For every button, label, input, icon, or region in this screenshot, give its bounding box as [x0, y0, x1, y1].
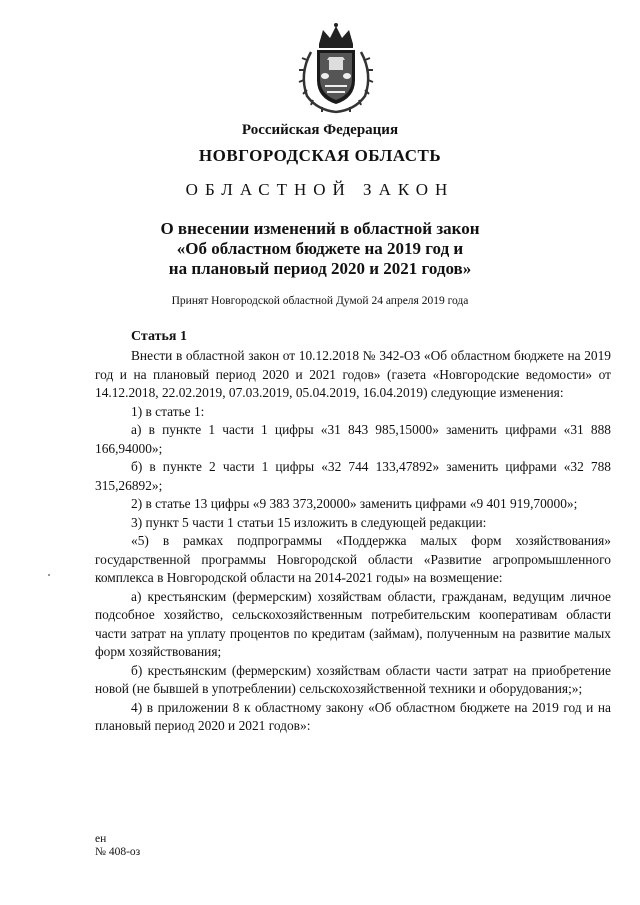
- document-type: ОБЛАСТНОЙ ЗАКОН: [185, 180, 455, 199]
- footer-number: № 408-оз: [95, 846, 141, 858]
- paragraph: 1) в статье 1:: [131, 403, 205, 419]
- paragraph: 3) пункт 5 части 1 статьи 15 изложить в следующей редакции:: [131, 514, 487, 530]
- region-name: НОВГОРОДСКАЯ ОБЛАСТЬ: [198, 146, 442, 165]
- adoption-note: Принят Новгородской областной Думой 24 апреля 2019 года: [171, 295, 469, 307]
- title-line: «Об областном бюджете на 2019 год и: [176, 239, 464, 258]
- title-line: на плановый период 2020 и 2021 годов»: [168, 259, 472, 278]
- country-name: Российская Федерация: [241, 122, 399, 138]
- paragraph: б) в пункте 2 части 1 цифры «32 744 133,47892» заменить цифрами «32 788 315,26892»;: [95, 459, 611, 493]
- footer-initials: ен: [95, 833, 107, 845]
- novgorod-coat-of-arms-icon: [297, 22, 375, 114]
- footer-note: [95, 833, 140, 859]
- article-body: [95, 347, 611, 736]
- title-line: О внесении изменений в областной закон: [160, 219, 480, 238]
- scan-speck: [48, 574, 50, 576]
- paragraph: 4) в приложении 8 к областному закону «Об областном бюджете на 2019 год и на плановый период 2020 и 2021 годов»:: [95, 699, 611, 733]
- paragraph: а) в пункте 1 части 1 цифры «31 843 985,15000» заменить цифрами «31 888 166,94000»;: [95, 422, 611, 456]
- paragraph: б) крестьянским (фермерским) хозяйствам области части затрат на приобретение новой (не бывшей в употреблении) сельскохозяйственной техники и оборудования;»;: [95, 662, 611, 696]
- paragraph: Внести в областной закон от 10.12.2018 № 342-ОЗ «Об областном бюджете на 2019 год и на плановый период 2020 и 2021 годов» (газета «Новгородские ведомости» от 14.12.2018, 22.02.2019, 07.03.2019, 05.04.2019, 16.04.2019) следующие изменения:: [95, 348, 611, 400]
- document-title: [0, 219, 640, 279]
- paragraph: 2) в статье 13 цифры «9 383 373,20000» заменить цифрами «9 401 919,70000»;: [131, 496, 578, 511]
- paragraph: а) крестьянским (фермерским) хозяйствам области, гражданам, ведущим личное подсобное хозяйство, сельскохозяйственным потребительским кооперативам области части затрат на уплату процентов по кредитам (займам), полученным на развитие малых форм хозяйствования;: [95, 588, 611, 659]
- paragraph: «5) в рамках подпрограммы «Поддержка малых форм хозяйствования» государственной программы Новгородской области «Развитие агропромышленного комплекса в Новгородской области на 2014-2021 годы» на возмещение:: [95, 533, 611, 585]
- article-heading: Статья 1: [131, 329, 187, 344]
